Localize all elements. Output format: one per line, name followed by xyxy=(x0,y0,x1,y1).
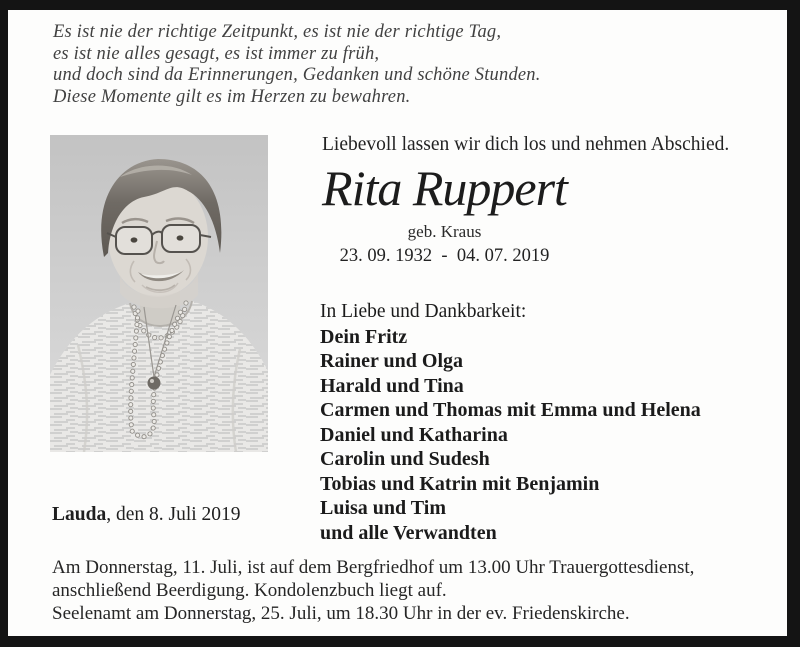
mourner-name: Carolin und Sudesh xyxy=(320,448,490,470)
mourners-heading: In Liebe und Dankbarkeit: xyxy=(320,301,527,322)
dateline-date: , den 8. Juli 2019 xyxy=(106,504,241,525)
paper-sheet xyxy=(8,10,787,636)
deceased-name: Rita Ruppert xyxy=(322,160,567,216)
mourner-name: Harald und Tina xyxy=(320,374,464,397)
dateline xyxy=(52,504,241,526)
intro-poem xyxy=(53,22,541,108)
mourner-name: Daniel und Katharina xyxy=(320,423,508,446)
mourner-name: Dein Fritz xyxy=(320,325,408,348)
intro-line: und doch sind da Erinnerungen, Gedanken und schöne Stunden. xyxy=(53,65,541,86)
funeral-info-line: Seelenamt am Donnerstag, 25. Juli, um 18.30 Uhr in der ev. Friedenskirche. xyxy=(52,603,630,624)
mourner-name: Carmen und Thomas mit Emma und Helena xyxy=(320,399,701,421)
intro-line: es ist nie alles gesagt, es ist immer zu früh, xyxy=(53,43,380,64)
portrait-photo-graphic xyxy=(50,135,268,452)
intro-line: Diese Momente gilt es im Herzen zu bewahren. xyxy=(53,86,411,107)
mourner-name: Rainer und Olga xyxy=(320,350,463,372)
mourner-name: Luisa und Tim xyxy=(320,497,447,519)
mourners-list xyxy=(320,300,701,545)
portrait-photo xyxy=(50,135,268,452)
mourner-name: Tobias und Katrin mit Benjamin xyxy=(320,472,600,495)
life-dates: 23. 09. 1932 - 04. 07. 2019 xyxy=(339,246,550,266)
intro-line: Es ist nie der richtige Zeitpunkt, es ist nie der richtige Tag, xyxy=(53,22,502,42)
funeral-info-line: Am Donnerstag, 11. Juli, ist auf dem Bergfriedhof um 13.00 Uhr Trauergottesdienst, xyxy=(52,557,695,578)
dateline-place: Lauda xyxy=(52,504,107,525)
funeral-info-line: anschließend Beerdigung. Kondolenzbuch liegt auf. xyxy=(52,580,447,601)
birth-name: geb. Kraus xyxy=(407,222,482,241)
deceased-block xyxy=(322,160,567,267)
farewell-line: Liebevoll lassen wir dich los und nehmen Abschied. xyxy=(322,134,730,155)
mourner-name: und alle Verwandten xyxy=(320,521,497,544)
funeral-info xyxy=(52,556,694,625)
